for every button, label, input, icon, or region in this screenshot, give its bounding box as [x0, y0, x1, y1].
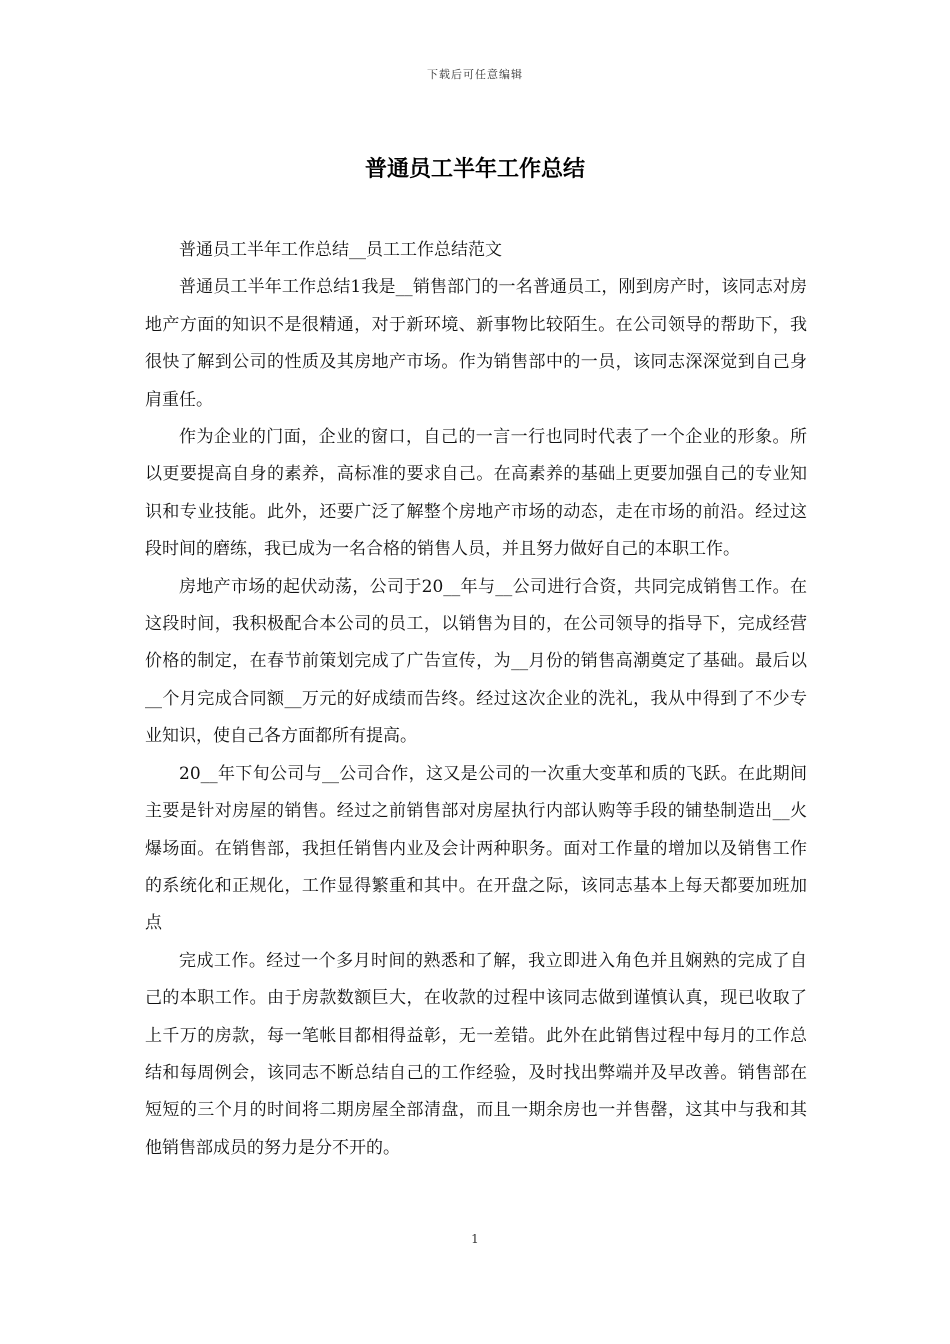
paragraph: 作为企业的门面，企业的窗口，自己的一言一行也同时代表了一个企业的形象。所以更要提高自身的素养，高标准的要求自己。在高素养的基础上更要加强自己的专业知识和专业技能。此外，还要广泛了解整个房地产市场的动态，走在市场的前沿。经过这段时间的磨练，我已成为一名合格的销售人员，并且努力做好自己的本职工作。: [145, 427, 807, 560]
paragraph: 普通员工半年工作总结1我是__销售部门的一名普通员工，刚到房产时，该同志对房地产方面的知识不是很精通，对于新环境、新事物比较陌生。在公司领导的帮助下，我很快了解到公司的性质及其房地产市场。作为销售部中的一员，该同志深深觉到自己身肩重任。: [145, 277, 807, 410]
paragraph: 20__年下旬公司与__公司合作，这又是公司的一次重大变革和质的飞跃。在此期间主要是针对房屋的销售。经过之前销售部对房屋执行内部认购等手段的铺垫制造出__火爆场面。在销售部，我担任销售内业及会计两种职务。面对工作量的增加以及销售工作的系统化和正规化，工作显得繁重和其中。在开盘之际，该同志基本上每天都要加班加点: [145, 763, 807, 934]
paragraph-subtitle: 普通员工半年工作总结__员工工作总结范文: [179, 240, 502, 260]
document-title: 普通员工半年工作总结: [364, 156, 585, 182]
paragraph: 完成工作。经过一个多月时间的熟悉和了解，我立即进入角色并且娴熟的完成了自己的本职工作。由于房款数额巨大，在收款的过程中该同志做到谨慎认真，现已收取了上千万的房款，每一笔帐目都相得益彰，无一差错。此外在此销售过程中每月的工作总结和每周例会，该同志不断总结自己的工作经验，及时找出弊端并及早改善。销售部在短短的三个月的时间将二期房屋全部清盘，而且一期余房也一并售罄，这其中与我和其他销售部成员的努力是分不开的。: [145, 950, 807, 1158]
paragraph: 房地产市场的起伏动荡，公司于20__年与__公司进行合资，共同完成销售工作。在这段时间，我积极配合本公司的员工，以销售为目的，在公司领导的指导下，完成经营价格的制定，在春节前策划完成了广告宣传，为__月份的销售高潮奠定了基础。最后以__个月完成合同额__万元的好成绩而告终。经过这次企业的洗礼，我从中得到了不少专业知识，使自己各方面都所有提高。: [145, 576, 807, 747]
page-header-note: 下载后可任意编辑: [427, 68, 523, 81]
document-body: [145, 232, 807, 1167]
page-number: 1: [471, 1232, 479, 1246]
